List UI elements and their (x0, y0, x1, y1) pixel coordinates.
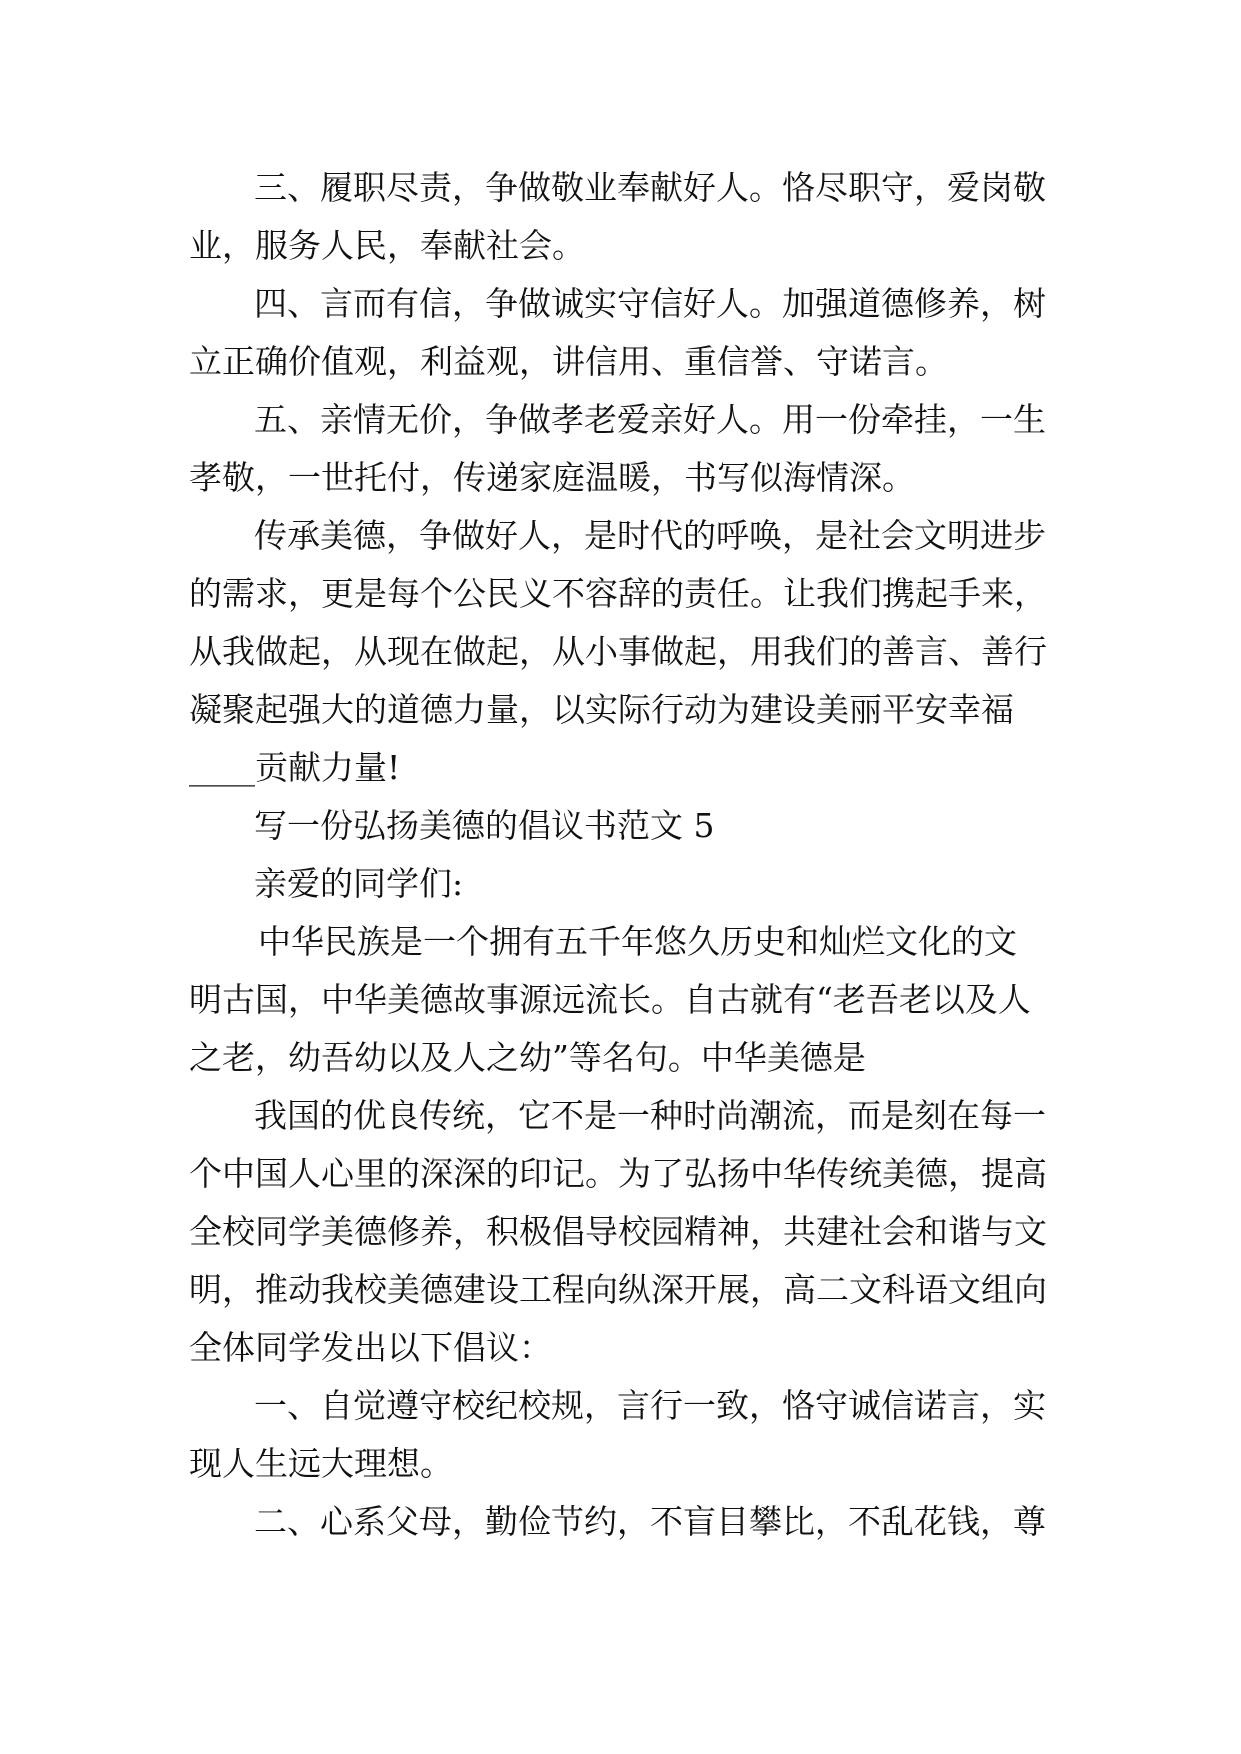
paragraph-line: 四、言而有信，争做诚实守信好人。加强道德修养，树 (254, 284, 1046, 323)
salutation: 亲爱的同学们: (254, 864, 464, 903)
paragraph-line: 我国的优良传统，它不是一种时尚潮流，而是刻在每一 (254, 1096, 1046, 1135)
paragraph-line: 之老，幼吾幼以及人之幼”等名句。中华美德是 (189, 1038, 866, 1077)
paragraph-line: 传承美德，争做好人，是时代的呼唤，是社会文明进步 (254, 516, 1046, 555)
paragraph-line: 明，推动我校美德建设工程向纵深开展，高二文科语文组向 (189, 1270, 1047, 1309)
paragraph-line: 明古国，中华美德故事源远流长。自古就有“老吾老以及人 (189, 980, 1031, 1019)
paragraph-line: 孝敬，一世托付，传递家庭温暖，书写似海情深。 (189, 458, 915, 497)
paragraph-line: 从我做起，从现在做起，从小事做起，用我们的善言、善行 (189, 632, 1047, 671)
paragraph-line: 个中国人心里的深深的印记。为了弘扬中华传统美德，提高 (189, 1154, 1047, 1193)
paragraph-line: 凝聚起强大的道德力量，以实际行动为建设美丽平安幸福 (189, 690, 1014, 729)
paragraph-line: 的需求，更是每个公民义不容辞的责任。让我们携起手来， (189, 574, 1047, 613)
paragraph-line: 业，服务人民，奉献社会。 (189, 226, 585, 265)
paragraph-line: ____贡献力量! (189, 748, 401, 787)
paragraph-line: 五、亲情无价，争做孝老爱亲好人。用一份牵挂，一生 (254, 400, 1046, 439)
paragraph-line: 全体同学发出以下倡议： (189, 1328, 552, 1367)
paragraph-line: 三、履职尽责，争做敬业奉献好人。恪尽职守，爱岗敬 (254, 168, 1046, 207)
paragraph-line: 立正确价值观，利益观，讲信用、重信誉、守诺言。 (189, 342, 948, 381)
paragraph-line: 中华民族是一个拥有五千年悠久历史和灿烂文化的文 (258, 922, 1017, 961)
paragraph-line: 全校同学美德修养，积极倡导校园精神，共建社会和谐与文 (189, 1212, 1047, 1251)
paragraph-line: 现人生远大理想。 (189, 1444, 453, 1483)
section-title: 写一份弘扬美德的倡议书范文 5 (254, 806, 715, 845)
paragraph-line: 一、自觉遵守校纪校规，言行一致，恪守诚信诺言，实 (254, 1386, 1046, 1425)
paragraph-line: 二、心系父母，勤俭节约，不盲目攀比，不乱花钱，尊 (254, 1502, 1046, 1541)
